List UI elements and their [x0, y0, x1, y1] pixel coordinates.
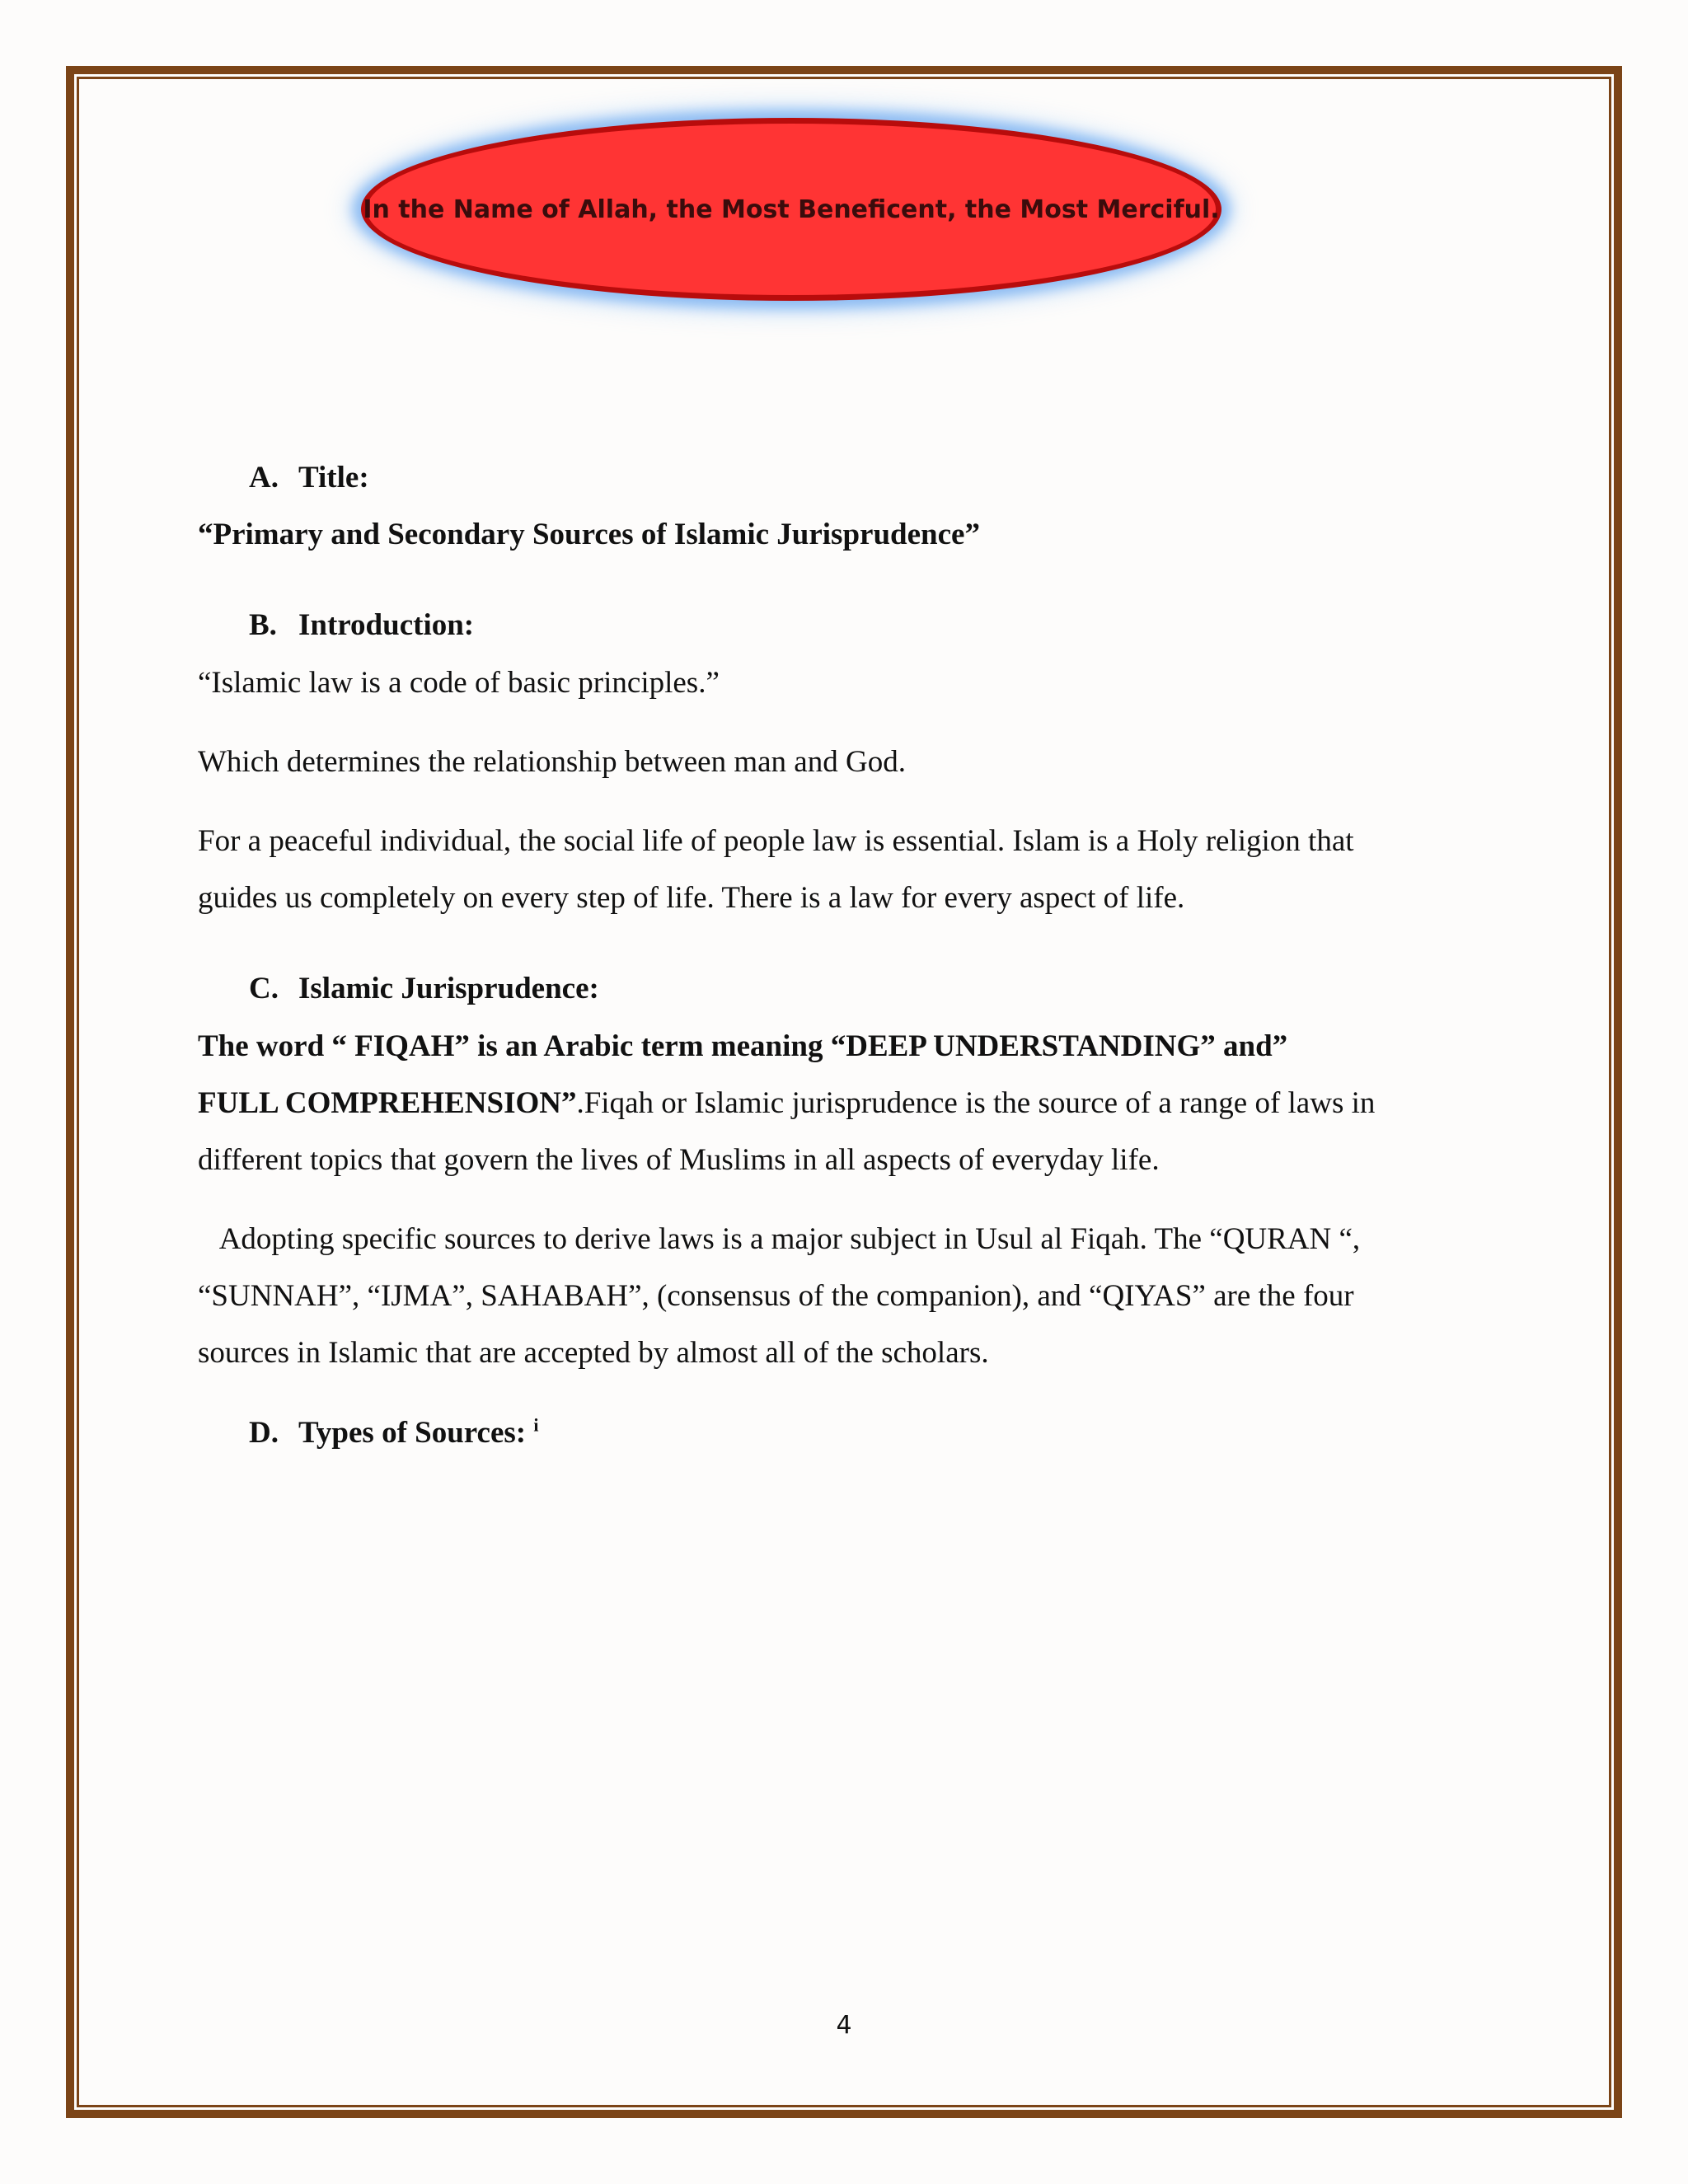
section-d-letter: D.: [249, 1416, 279, 1450]
section-b-letter: B.: [249, 608, 277, 642]
section-d-heading: [249, 1415, 539, 1451]
sources-paragraph-line-1: Adopting specific sources to derive laws is a major subject in Usul al Fiqah. The “QURAN “,: [198, 1222, 1361, 1256]
section-c-heading: [249, 971, 599, 1007]
bismillah-text: In the Name of Allah, the Most Beneficent, the Most Merciful.: [363, 194, 1220, 224]
fiqah-definition-rest: .Fiqah or Islamic jurisprudence is the source of a range of laws in: [576, 1086, 1376, 1120]
section-c-heading-text: Islamic Jurisprudence:: [298, 972, 599, 1005]
sources-paragraph-line-3: sources in Islamic that are accepted by almost all of the scholars.: [198, 1336, 989, 1370]
page-number: 4: [836, 2011, 852, 2040]
sources-paragraph-line-2: “SUNNAH”, “IJMA”, SAHABAH”, (consensus of the companion), and “QIYAS” are the four: [198, 1279, 1354, 1313]
fiqah-definition-line-1: The word “ FIQAH” is an Arabic term meaning “DEEP UNDERSTANDING” and”: [198, 1029, 1288, 1063]
section-a-heading: [249, 460, 369, 496]
intro-quote: “Islamic law is a code of basic principles.”: [198, 666, 720, 700]
bismillah-banner: [361, 118, 1221, 301]
fiqah-definition-line-3: different topics that govern the lives of Muslims in all aspects of everyday life.: [198, 1143, 1160, 1177]
section-d-heading-text: Types of Sources:: [298, 1416, 527, 1450]
section-a-heading-text: Title:: [298, 461, 369, 494]
document-title: “Primary and Secondary Sources of Islamic Jurisprudence”: [198, 518, 980, 551]
section-c-letter: C.: [249, 972, 279, 1005]
intro-paragraph-line-1: For a peaceful individual, the social life of people law is essential. Islam is a Holy religion that: [198, 824, 1354, 858]
section-b-heading: [249, 607, 474, 644]
intro-line: Which determines the relationship between man and God.: [198, 745, 906, 779]
intro-paragraph-line-2: guides us completely on every step of life. There is a law for every aspect of life.: [198, 881, 1185, 915]
section-b-heading-text: Introduction:: [298, 608, 475, 642]
fiqah-definition-line-2: [198, 1085, 1375, 1122]
footnote-marker[interactable]: i: [533, 1414, 539, 1436]
section-a-letter: A.: [249, 461, 279, 494]
fiqah-definition-bold-part: FULL COMPREHENSION”: [198, 1086, 577, 1120]
